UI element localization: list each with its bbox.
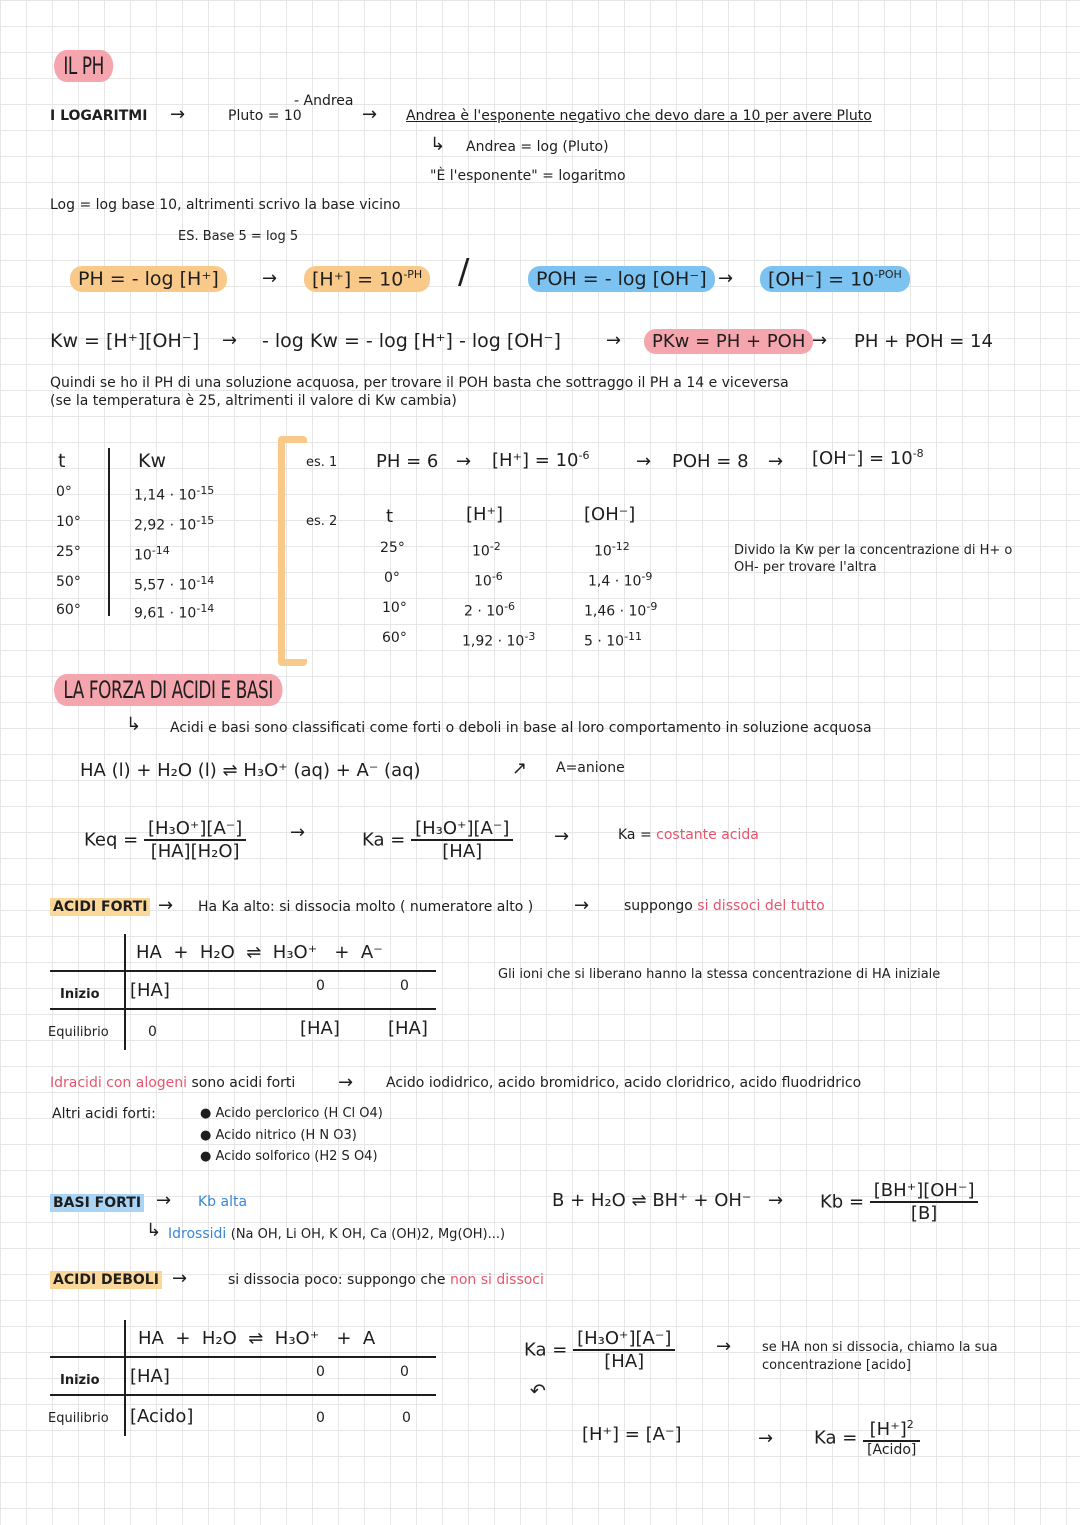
strong-bases-label: BASI FORTI [50, 1194, 144, 1212]
oh-concentration-eq: $[OH^-] = 10^{-POH}$ [760, 266, 910, 292]
other-strong-acids-label: Altri acidi forti: [52, 1106, 156, 1122]
example2-row-h: $2 \cdot 10^{-6}$ [464, 600, 516, 620]
kw-row-t: 50° [56, 574, 81, 590]
example1-label: es. 1 [306, 455, 338, 470]
arrow-icon: → [290, 822, 306, 843]
strong-table-header: HA + H₂O ⇌ H₃O⁺ + A⁻ [136, 942, 383, 963]
curved-arrow-icon: ↳ [126, 714, 142, 735]
acid-reaction: HA (l) + H₂O (l) ⇌ H₃O⁺ (aq) + A⁻ (aq) [80, 760, 421, 781]
weak-ka-formula: Ka = $\frac{\text{[H₃O⁺][A⁻]}}{[HA]}$ [524, 1328, 675, 1372]
log-example: ES. Base 5 = log 5 [178, 229, 299, 244]
anion-note: A=anione [556, 760, 625, 776]
arrow-icon: → [362, 104, 378, 125]
hydracids: Idracidi con alogeni sono acidi forti [50, 1075, 296, 1091]
kw-row-t: 10° [56, 514, 81, 530]
other-acid-item: ● Acido nitrico (H N O3) [200, 1128, 357, 1143]
example2-row-h: $10^{-6}$ [474, 570, 503, 590]
arrow-icon: → [158, 895, 174, 916]
arrow-icon: → [574, 895, 590, 916]
arrow-icon: → [812, 330, 828, 351]
strong-start-h3o: 0 [316, 978, 325, 994]
kw-table-divider [108, 448, 110, 616]
section-title-acid-strength: LA FORZA DI ACIDI E BASI [54, 674, 282, 706]
curved-arrow-icon: ↶ [530, 1380, 546, 1402]
weak-row-start-label: Inizio [60, 1373, 100, 1388]
arrow-icon: → [170, 104, 186, 125]
logarithm-quote: "È l'esponente" = logaritmo [430, 168, 626, 184]
weak-row-eq-label: Equilibrio [48, 1411, 109, 1426]
example1-poh: POH = 8 [672, 451, 749, 472]
example2-header-t: t [386, 506, 394, 527]
note-temperature: (se la temperatura è 25, altrimenti il valore di Kw cambia) [50, 393, 457, 409]
weak-note-line2: concentrazione [acido] [762, 1358, 911, 1373]
example2-row-t: 25° [380, 540, 405, 556]
curved-arrow-icon: ↳ [146, 1220, 162, 1241]
weak-eq-ha: [Acido] [130, 1406, 194, 1427]
kw-table-header-kw: Kw [138, 450, 166, 472]
hydracids-list: Acido iodidrico, acido bromidrico, acido cloridrico, acido fluodridrico [386, 1075, 862, 1091]
strong-row-eq-label: Equilibrio [48, 1025, 109, 1040]
pluto-exponent: - Andrea [294, 93, 354, 109]
strong-table-vline [124, 934, 126, 1050]
weak-start-ha: [HA] [130, 1366, 170, 1387]
arrow-icon: → [606, 330, 622, 351]
other-acid-item: ● Acido perclorico (H Cl O4) [200, 1106, 383, 1121]
acids-intro: Acidi e basi sono classificati come forti o deboli in base al loro comportamento in soluzione acquosa [170, 720, 872, 736]
arrow-icon: → [222, 330, 238, 351]
h-concentration-eq: $[H^+] = 10^{-PH}$ [304, 266, 430, 292]
example2-header-oh: [OH⁻] [584, 504, 636, 525]
arrow-icon: → [718, 268, 734, 289]
pkw-formula: PKw = PH + POH [644, 329, 813, 354]
weak-eq-h3o: 0 [316, 1410, 325, 1426]
arrow-icon: → [768, 1190, 784, 1211]
example2-row-h: $10^{-2}$ [472, 540, 501, 560]
weak-table-hline [50, 1394, 436, 1396]
ka-definition: Ka = costante acida [618, 827, 759, 843]
weak-start-h3o: 0 [316, 1364, 325, 1380]
strong-start-a: 0 [400, 978, 409, 994]
strong-table-hline [50, 1008, 436, 1010]
arrow-icon: → [156, 1190, 172, 1211]
weak-acids-desc: si dissocia poco: suppongo che non si dissoci [228, 1272, 544, 1288]
example2-row-oh: $5 \cdot 10^{-11}$ [584, 630, 643, 650]
example2-row-oh: $10^{-12}$ [594, 540, 630, 560]
arrow-icon: ↗ [512, 758, 528, 779]
example1-ph: PH = 6 [376, 451, 439, 472]
example2-header-h: [H⁺] [466, 504, 504, 525]
keq-formula: Keq = $\frac{\text{[H₃O⁺][A⁻]}}{\text{[HA][H₂O]}}$ [84, 818, 246, 862]
ions-note: Gli ioni che si liberano hanno la stessa concentrazione di HA iniziale [498, 967, 941, 982]
kw-row-value: $10^{-14}$ [134, 544, 170, 564]
ph-definition: PH = - log [H⁺] [70, 266, 227, 292]
arrow-icon: → [262, 268, 278, 289]
andrea-description: Andrea è l'esponente negativo che devo dare a 10 per avere Pluto [406, 108, 872, 124]
kw-row-t: 60° [56, 602, 81, 618]
andrea-log: Andrea = log (Pluto) [466, 139, 609, 155]
kw-row-t: 0° [56, 484, 72, 500]
base-reaction: B + H₂O ⇌ BH⁺ + OH⁻ [552, 1190, 752, 1211]
curved-arrow-icon: ↳ [430, 134, 446, 155]
weak-table-vline [124, 1320, 126, 1436]
strong-eq-a: [HA] [388, 1018, 428, 1039]
kw-table-header-t: t [58, 450, 66, 472]
weak-note-line1: se HA non si dissocia, chiamo la sua [762, 1340, 998, 1355]
example2-row-t: 60° [382, 630, 407, 646]
other-acid-item: ● Acido solforico (H2 S O4) [200, 1149, 378, 1164]
ph-poh-sum: PH + POH = 14 [854, 331, 993, 352]
divide-note-line2: OH- per trovare l'altra [734, 560, 877, 575]
kb-high: Kb alta [198, 1194, 248, 1210]
kw-log: - log Kw = - log [H⁺] - log [OH⁻] [262, 330, 561, 352]
log-definition: Log = log base 10, altrimenti scrivo la base vicino [50, 197, 401, 213]
arrow-icon: → [338, 1072, 354, 1093]
divide-note-line1: Divido la Kw per la concentrazione di H+ o [734, 543, 1013, 558]
section-title-ph: IL PH [54, 50, 113, 82]
strong-row-start-label: Inizio [60, 987, 100, 1002]
weak-start-a: 0 [400, 1364, 409, 1380]
pluto-eq: Pluto = 10 [228, 108, 302, 124]
example1-oh: $[OH^-] = 10^{-8}$ [812, 447, 924, 469]
logs-label: I LOGARITMI [50, 108, 148, 124]
poh-definition: POH = - log [OH⁻] [528, 266, 715, 292]
slash-divider: / [458, 252, 470, 292]
weak-acids-label: ACIDI DEBOLI [50, 1271, 162, 1289]
example1-h: $[H^+] = 10^{-6}$ [492, 449, 590, 471]
orange-bracket [278, 436, 307, 666]
final-ka-formula: Ka = $\frac{[H^+]^2}{\text{[Acido]}}$ [814, 1418, 920, 1458]
strong-acids-desc: Ha Ka alto: si dissocia molto ( numeratore alto ) [198, 899, 534, 915]
arrow-icon: → [554, 826, 570, 847]
kw-row-value: $5,57 \cdot 10^{-14}$ [134, 574, 215, 594]
kw-row-value: $1,14 \cdot 10^{-15}$ [134, 484, 215, 504]
note-poh: Quindi se ho il PH di una soluzione acquosa, per trovare il POH basta che sottraggo il PH a 14 e viceversa [50, 375, 789, 391]
kb-formula: Kb = $\frac{[BH^+][OH^-]}{[B]}$ [820, 1180, 978, 1224]
arrow-icon: → [172, 1268, 188, 1289]
example2-row-h: $1,92 \cdot 10^{-3}$ [462, 630, 536, 650]
kw-row-t: 25° [56, 544, 81, 560]
strong-acids-assumption: suppongo si dissoci del tutto [624, 898, 825, 914]
arrow-icon: → [758, 1428, 774, 1449]
example2-row-oh: $1,4 \cdot 10^{-9}$ [588, 570, 653, 590]
example2-row-t: 10° [382, 600, 407, 616]
arrow-icon: → [456, 451, 472, 472]
strong-eq-ha: 0 [148, 1024, 157, 1040]
h-equals-a: [H⁺] = [A⁻] [582, 1424, 682, 1445]
strong-acids-label: ACIDI FORTI [50, 898, 150, 916]
example2-label: es. 2 [306, 514, 338, 529]
arrow-icon: → [636, 451, 652, 472]
ka-formula: Ka = $\frac{\text{[H₃O⁺][A⁻]}}{[HA]}$ [362, 818, 513, 862]
kw-row-value: $9,61 \cdot 10^{-14}$ [134, 602, 215, 622]
kw-row-value: $2,92 \cdot 10^{-15}$ [134, 514, 215, 534]
kw-definition: Kw = [H⁺][OH⁻] [50, 330, 200, 352]
weak-table-hline [50, 1356, 436, 1358]
weak-eq-a: 0 [402, 1410, 411, 1426]
example2-row-t: 0° [384, 570, 400, 586]
arrow-icon: → [768, 451, 784, 472]
example2-row-oh: $1,46 \cdot 10^{-9}$ [584, 600, 658, 620]
strong-start-ha: [HA] [130, 980, 170, 1001]
weak-table-header: HA + H₂O ⇌ H₃O⁺ + A [138, 1328, 376, 1349]
hydroxides: Idrossidi (Na OH, Li OH, K OH, Ca (OH)2, Mg(OH)...) [168, 1226, 506, 1242]
strong-table-hline [50, 970, 436, 972]
arrow-icon: → [716, 1336, 732, 1357]
strong-eq-h3o: [HA] [300, 1018, 340, 1039]
